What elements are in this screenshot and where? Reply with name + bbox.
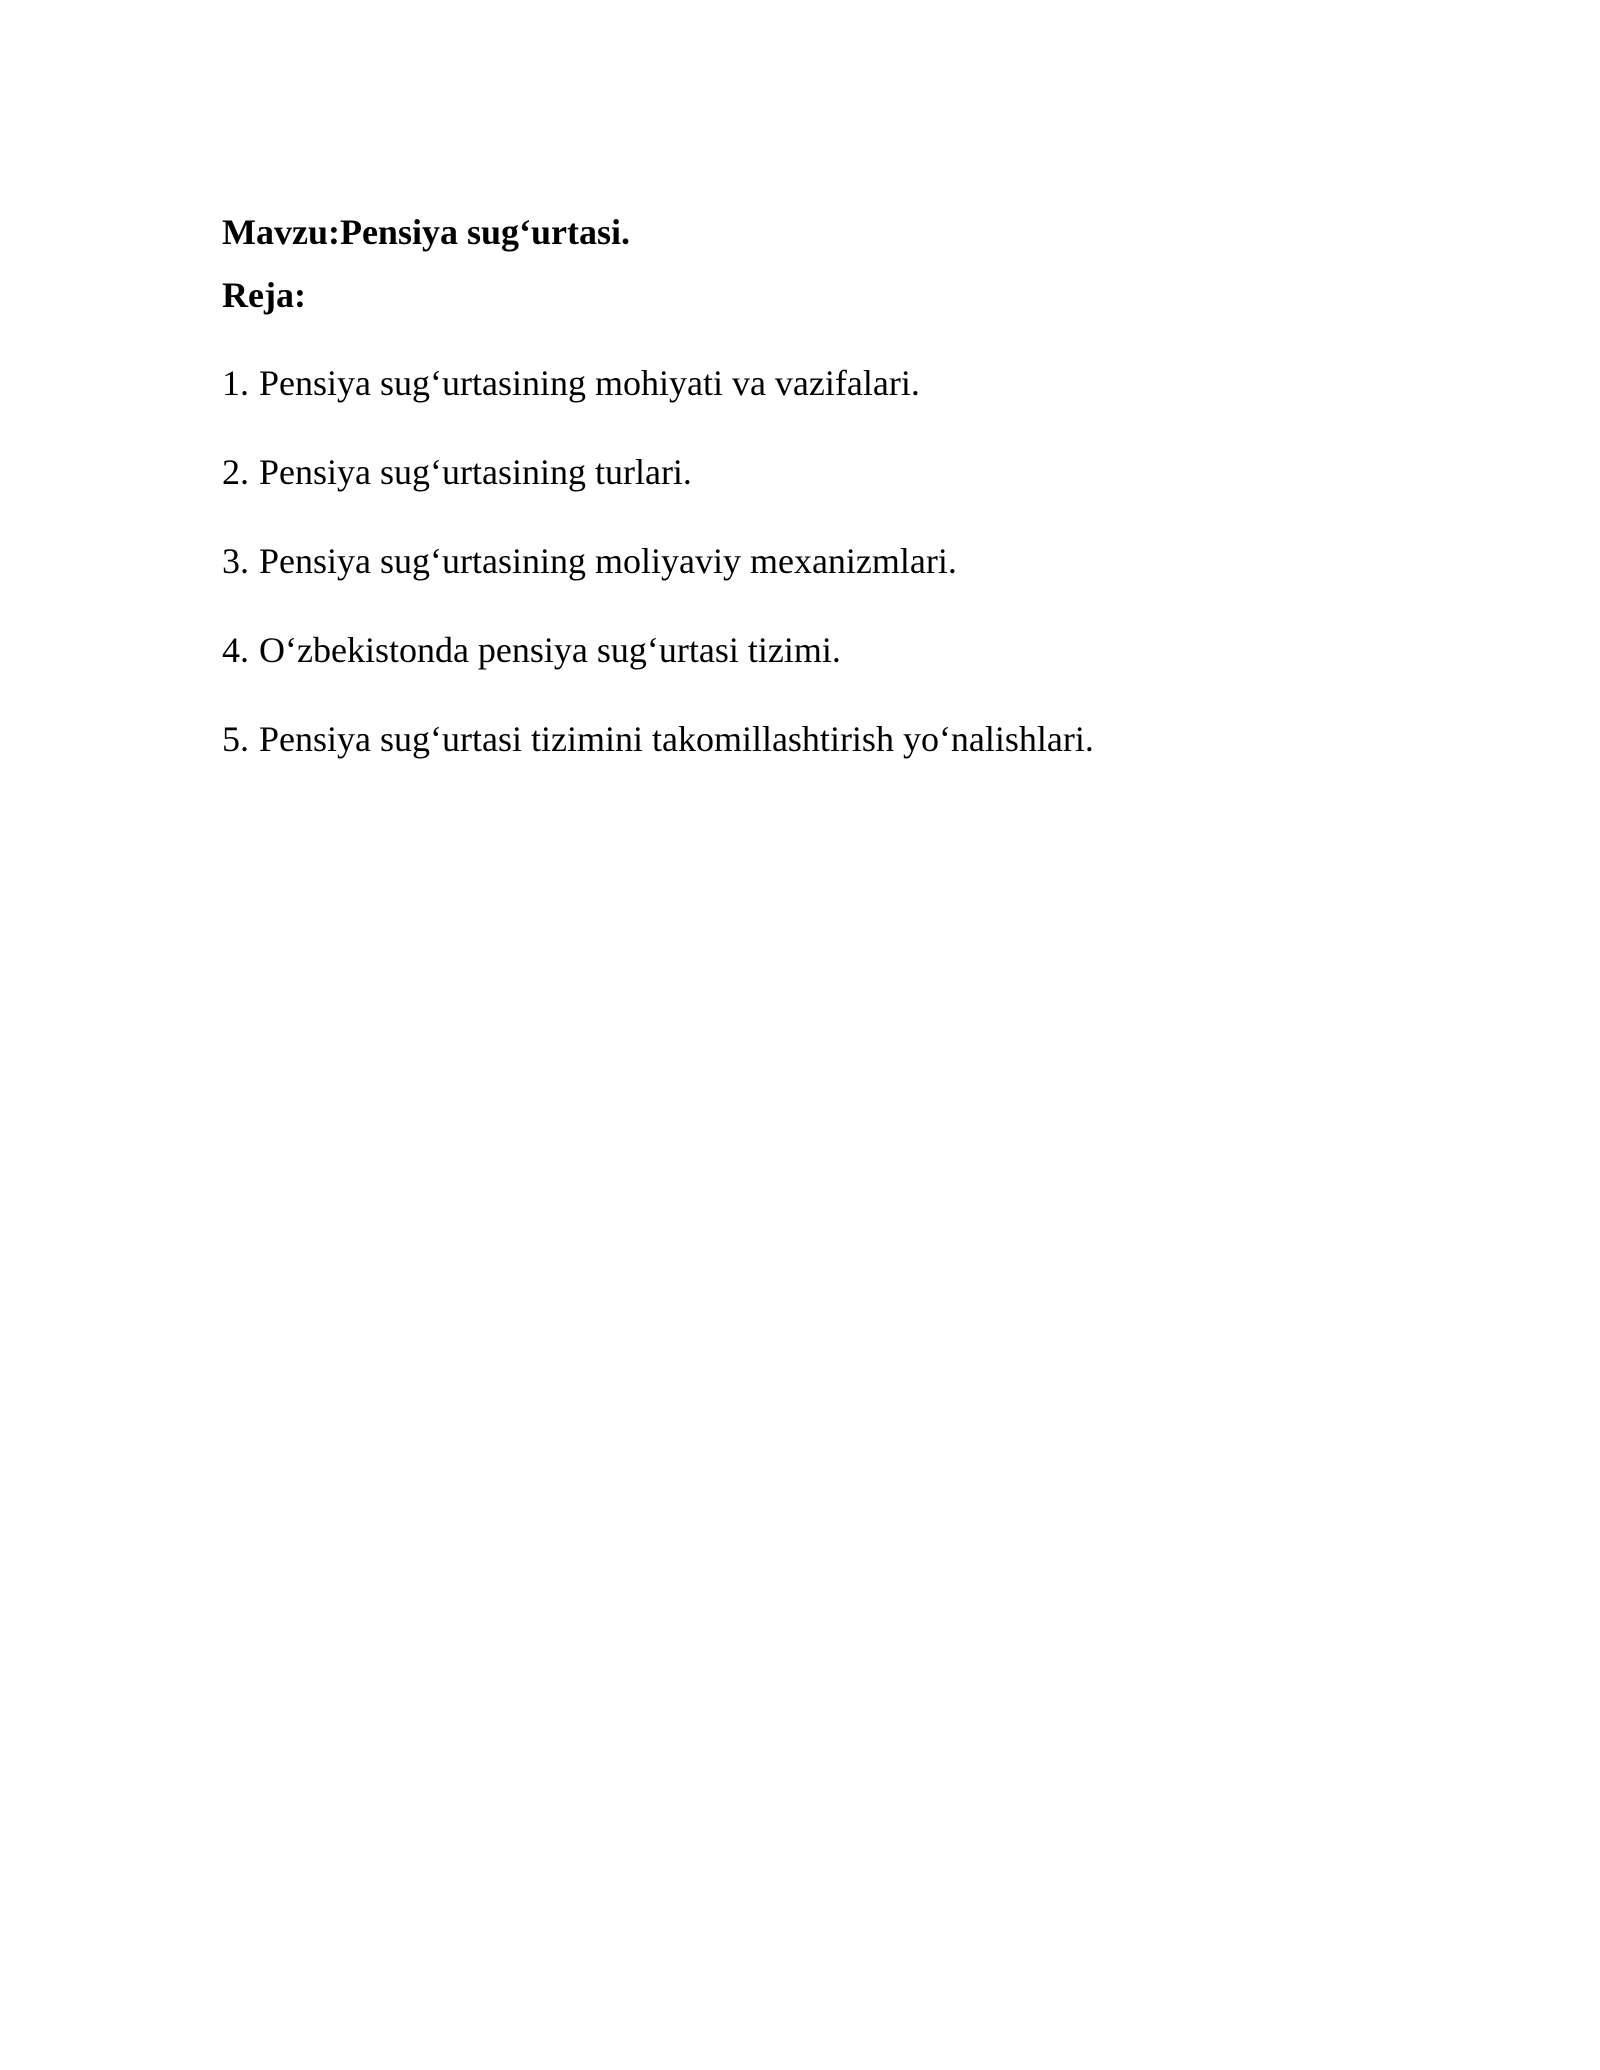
plan-item bbox=[222, 450, 1094, 494]
plan-item-number: 4. bbox=[222, 630, 249, 670]
plan-item-number: 2. bbox=[222, 452, 249, 492]
plan-item-number: 1. bbox=[222, 363, 249, 403]
topic-heading: Mavzu:Pensiya sug‘urtasi. bbox=[222, 212, 630, 252]
plan-item-text: O‘zbekistonda pensiya sug‘urtasi tizimi. bbox=[259, 630, 841, 670]
plan-item-text: Pensiya sug‘urtasining mohiyati va vazifalari. bbox=[259, 363, 920, 403]
plan-item bbox=[222, 717, 1094, 761]
plan-item-text: Pensiya sug‘urtasining moliyaviy mexanizmlari. bbox=[259, 541, 957, 581]
plan-item bbox=[222, 361, 1094, 405]
plan-item-number: 3. bbox=[222, 541, 249, 581]
plan-item-text: Pensiya sug‘urtasi tizimini takomillashtirish yo‘nalishlari. bbox=[259, 719, 1094, 759]
plan-item-number: 5. bbox=[222, 719, 249, 759]
plan-item bbox=[222, 628, 1094, 672]
plan-list bbox=[222, 361, 1094, 806]
plan-heading: Reja: bbox=[222, 275, 306, 315]
plan-item-text: Pensiya sug‘urtasining turlari. bbox=[259, 452, 692, 492]
plan-item bbox=[222, 539, 1094, 583]
